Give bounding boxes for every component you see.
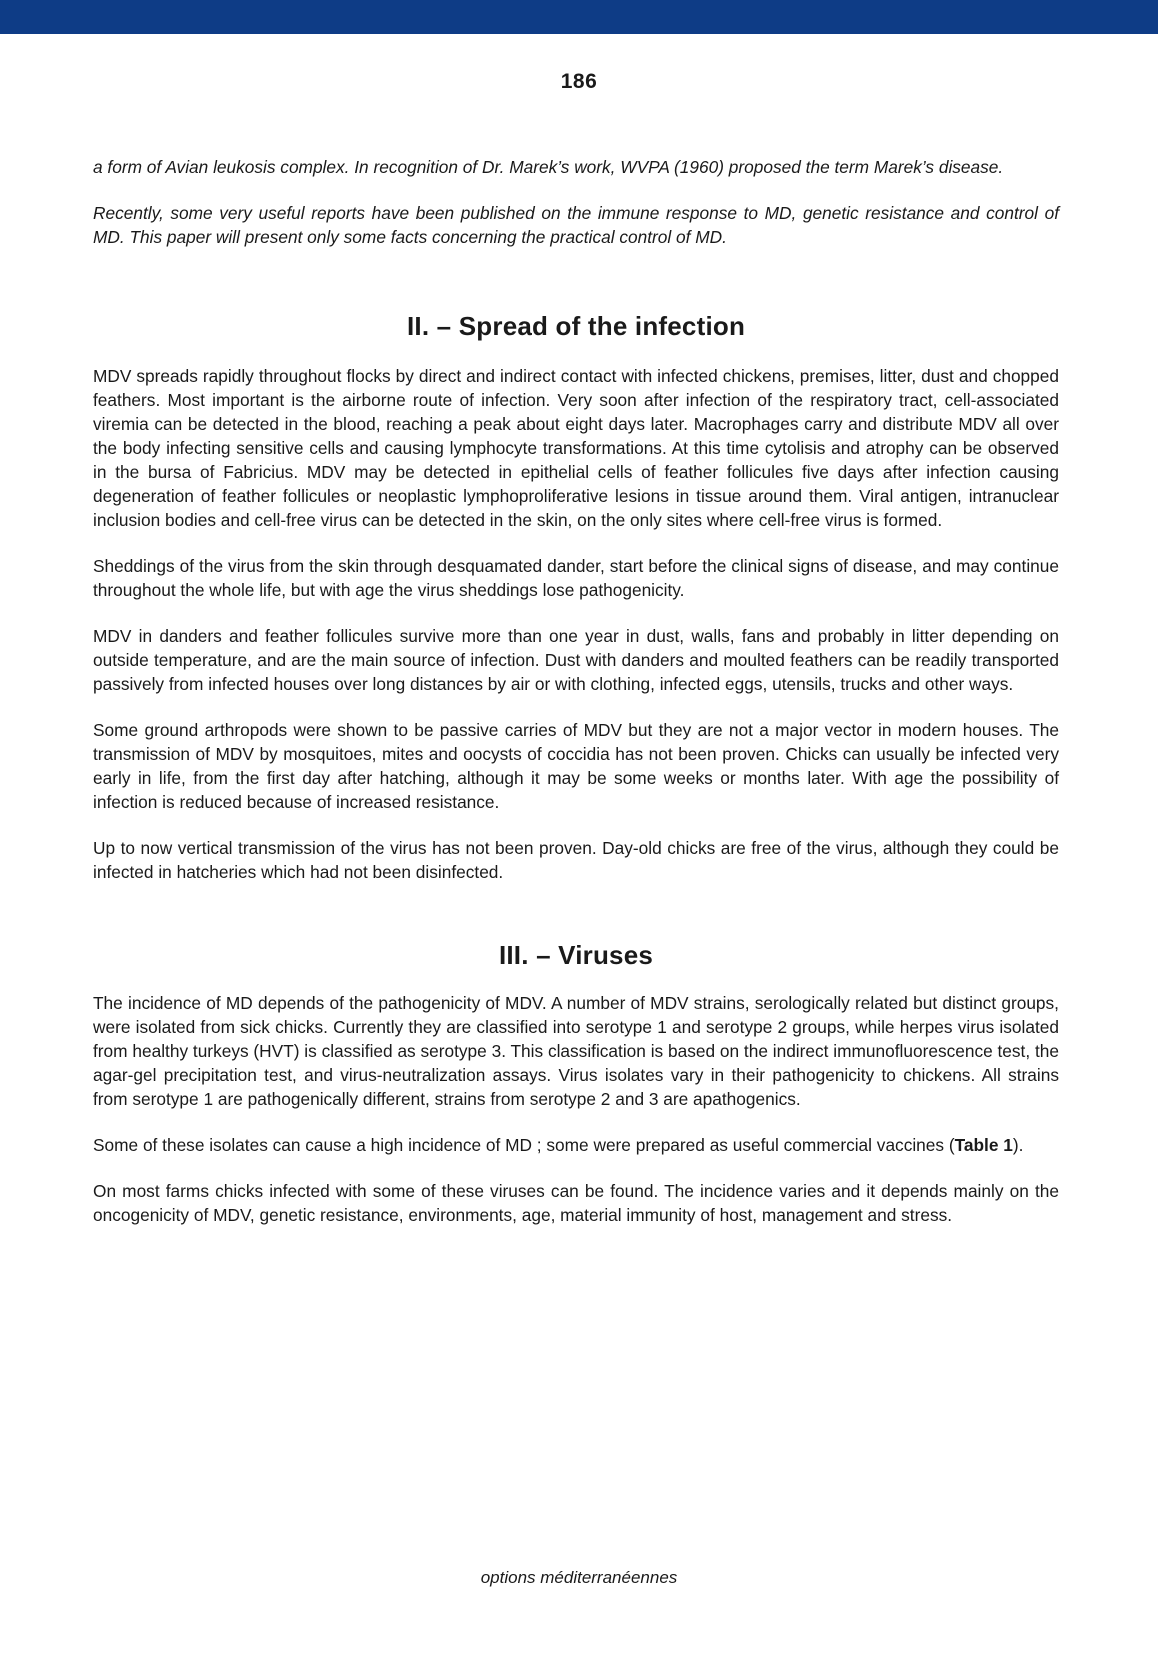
page-content [93, 155, 1059, 1227]
viruses-paragraph-2-end: ). [1012, 1135, 1024, 1155]
viruses-paragraph-2-text: Some of these isolates can cause a high incidence of MD ; some were prepared as useful commercial vaccines ( [93, 1135, 955, 1155]
section-heading-viruses: III. – Viruses [498, 940, 654, 970]
viruses-paragraph-1: The incidence of MD depends of the pathogenicity of MDV. A number of MDV strains, serologically related but distinct groups, were isolated from sick chicks. Currently they are classified into serotype 1 and serotype 2 groups, while herpes virus isolated from healthy turkeys (HVT) is classified as serotype 3. This classification is based on the indirect immunofluorescence test, the agar-gel precipitation test, and virus-neutralization assays. Virus isolates vary in their pathogenicity to chickens. All strains from serotype 1 are pathogenically different, strains from serotype 2 and 3 are apathogenics. [93, 993, 1059, 1109]
spread-paragraph-2: Sheddings of the virus from the skin through desquamated dander, start before the clinical signs of disease, and may continue throughout the whole life, but with age the virus sheddings lose pathogenicity. [93, 556, 1059, 600]
page-number: 186 [560, 70, 598, 93]
intro-paragraph-1: a form of Avian leukosis complex. In recognition of Dr. Marek’s work, WVPA (1960) proposed the term Marek’s disease. [93, 157, 1004, 177]
viruses-paragraph-2 [93, 1133, 1059, 1157]
spread-paragraph-1: MDV spreads rapidly throughout flocks by direct and indirect contact with infected chickens, premises, litter, dust and chopped feathers. Most important is the airborne route of infection. Very soon after infection of the respiratory tract, cell-associated viremia can be detected in the blood, reaching a peak about eight days later. Macrophages carry and distribute MDV all over the body infecting sensitive cells and causing lymphocyte transformations. At this time cytolisis and atrophy can be observed in the bursa of Fabricius. MDV may be detected in epithelial cells of feather follicules five days after infection causing degeneration of feather follicules or neoplastic lymphoproliferative lesions in tissue around them. Viral antigen, intranuclear inclusion bodies and cell-free virus can be detected in the skin, on the only sites where cell-free virus is formed. [93, 366, 1059, 530]
section-heading-spread: II. – Spread of the infection [406, 311, 746, 341]
spread-paragraph-4: Some ground arthropods were shown to be passive carries of MDV but they are not a major vector in modern houses. The transmission of MDV by mosquitoes, mites and oocysts of coccidia has not been proven. Chicks can usually be infected very early in life, from the first day after hatching, although it may be some weeks or months later. With age the possibility of infection is reduced because of increased resistance. [93, 720, 1059, 812]
viruses-paragraph-3: On most farms chicks infected with some of these viruses can be found. The incidence varies and it depends mainly on the oncogenicity of MDV, genetic resistance, environments, age, material immunity of host, management and stress. [93, 1181, 1059, 1225]
spread-paragraph-3: MDV in danders and feather follicules survive more than one year in dust, walls, fans and probably in litter depending on outside temperature, and are the main source of infection. Dust with danders and moulted feathers can be readily transported passively from infected houses over long distances by air or with clothing, infected eggs, utensils, trucks and other ways. [93, 626, 1059, 694]
table-1-reference: Table 1 [954, 1135, 1013, 1155]
spread-paragraph-5: Up to now vertical transmission of the virus has not been proven. Day-old chicks are free of the virus, although they could be infected in hatcheries which had not been disinfected. [93, 838, 1059, 882]
header-band [0, 0, 1158, 34]
intro-paragraph-2: Recently, some very useful reports have been published on the immune response to MD, genetic resistance and control of MD. This paper will present only some facts concerning the practical control of MD. [93, 203, 1059, 247]
journal-footer: options méditerranéennes [480, 1568, 678, 1587]
